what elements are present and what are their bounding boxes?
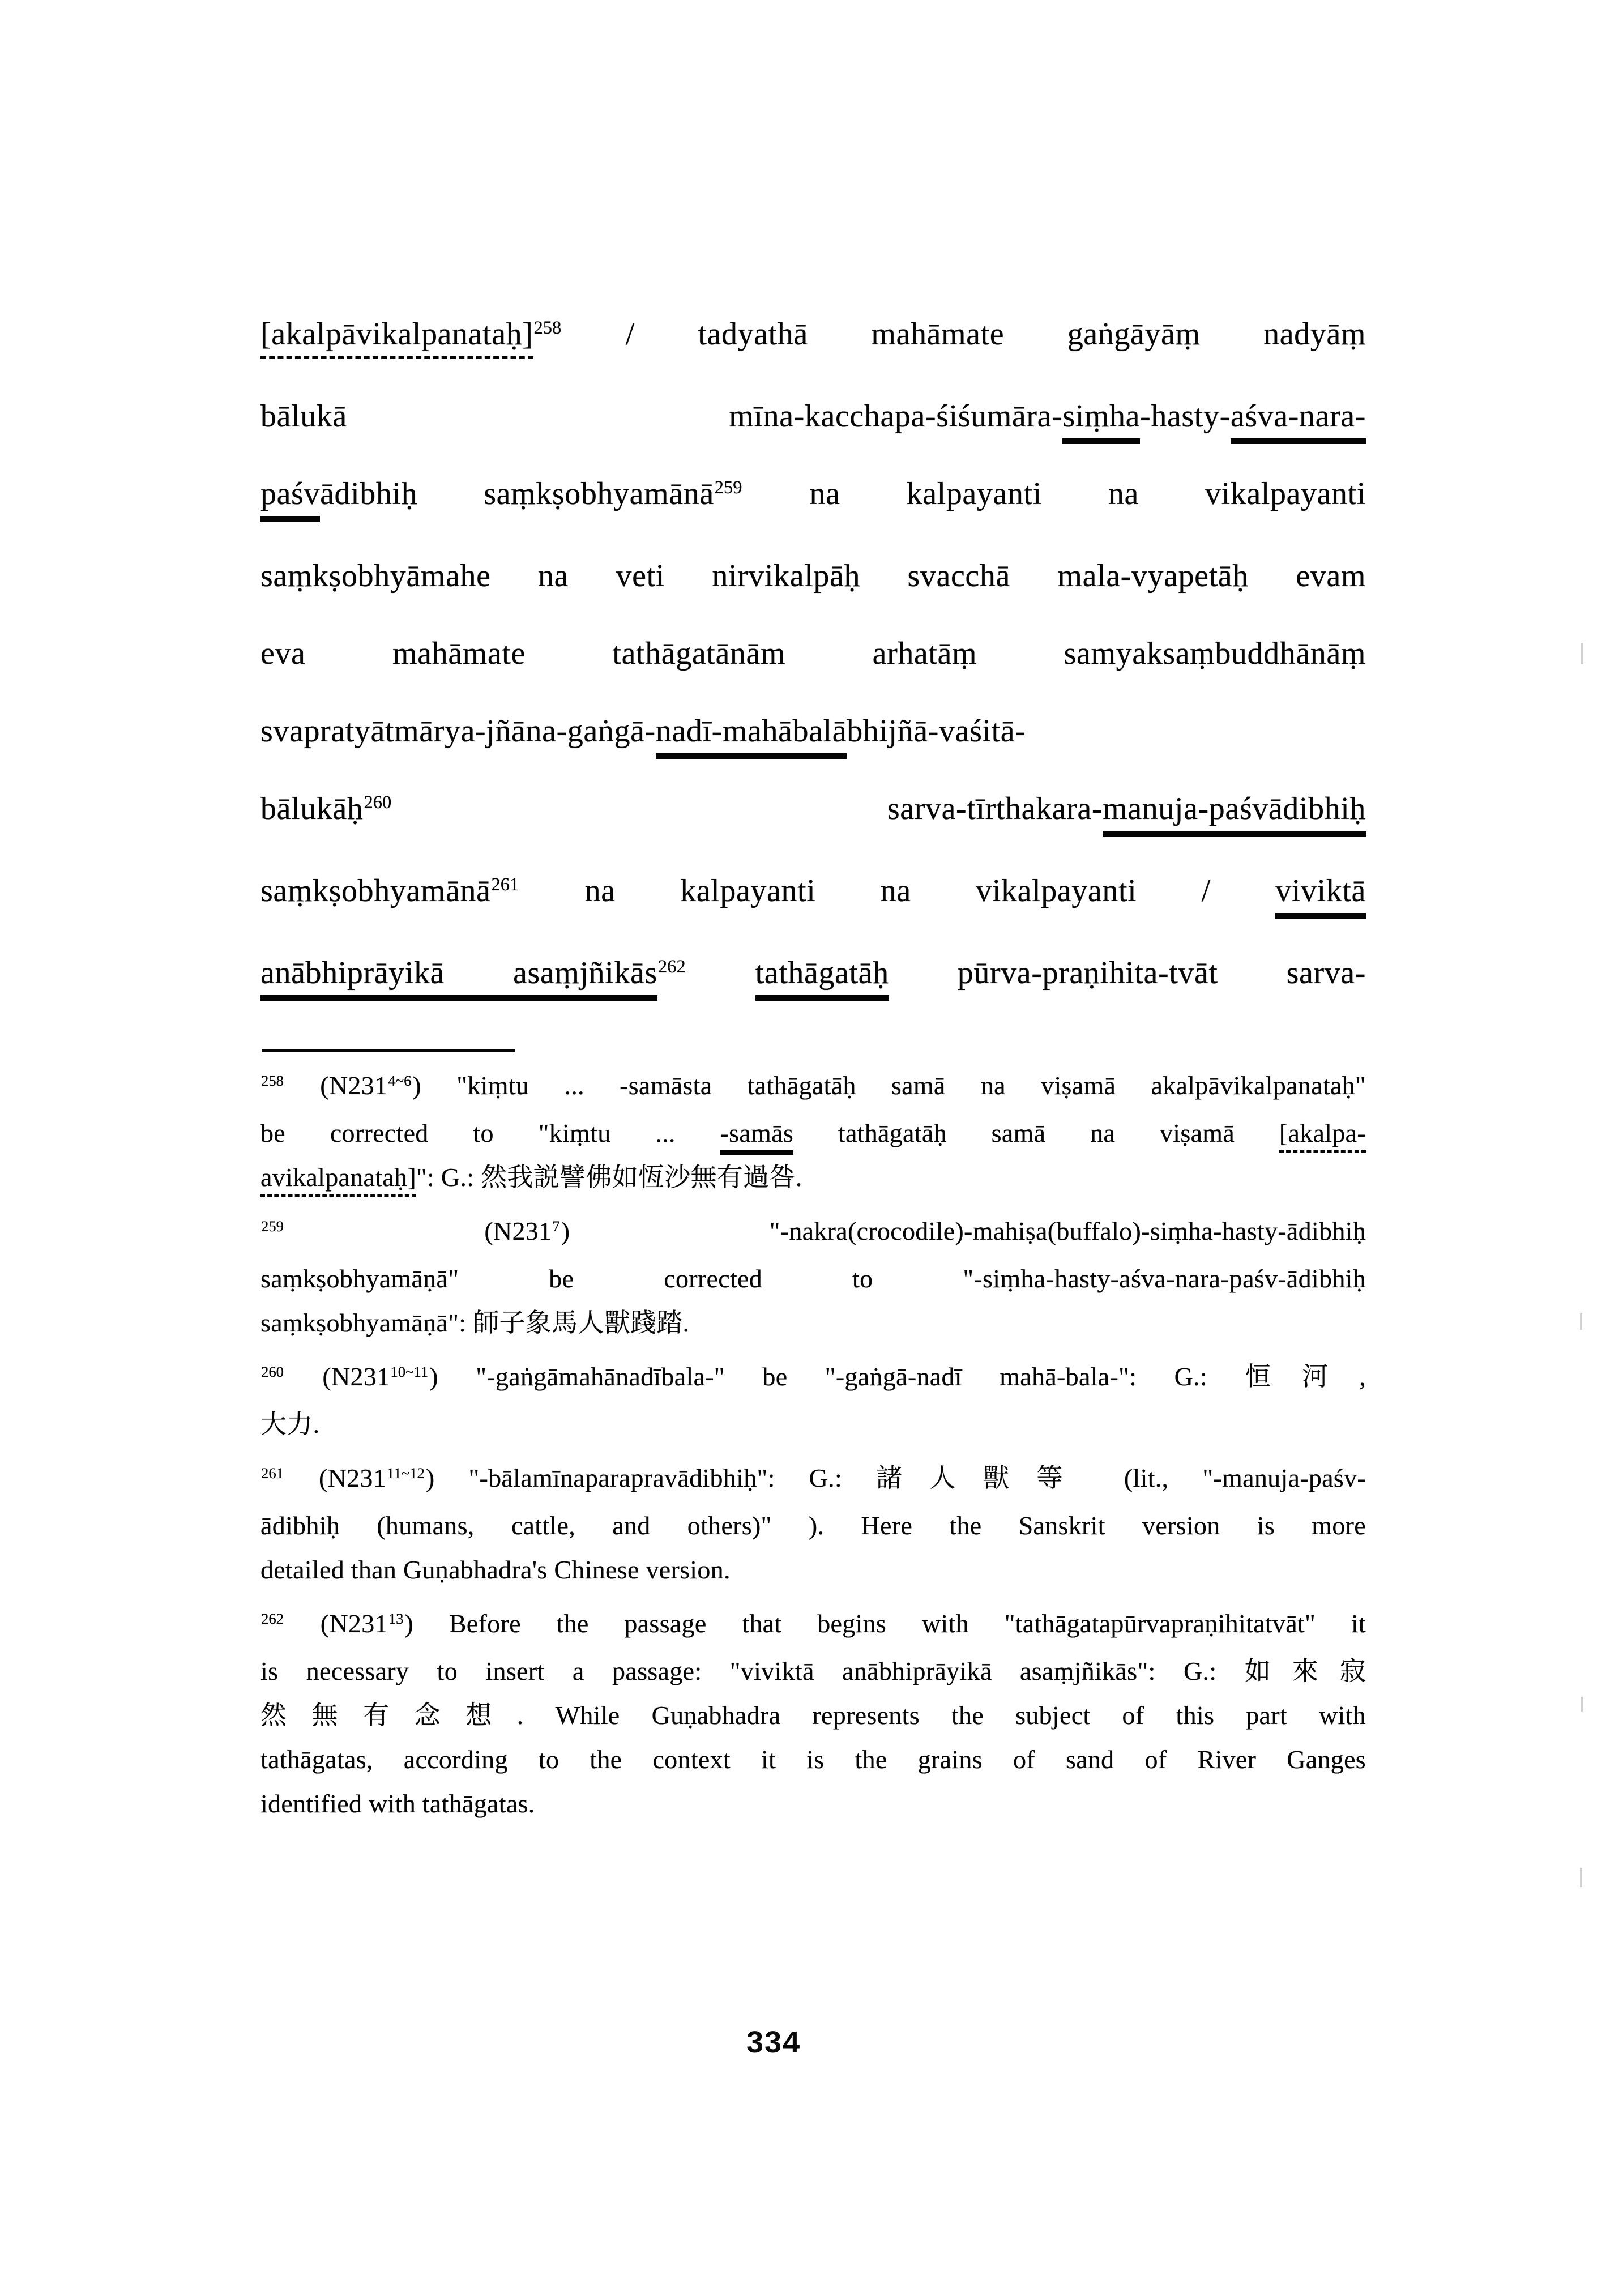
underlined-term: anābhiprāyikā asaṃjñikās <box>260 955 657 1001</box>
chinese-citation: saṃkṣobhyamāṇā": 師子象馬人獸踐踏. <box>260 1308 690 1337</box>
text-segment: bālukā <box>260 399 347 434</box>
text-segment: pūrva-praṇihita-tvāt sarva- <box>889 955 1366 991</box>
footnote-line <box>260 1355 1366 1402</box>
footnote-line <box>260 1111 1366 1155</box>
underlined-term: paśv <box>260 476 320 522</box>
footnote-separator <box>262 1049 515 1052</box>
text-segment: mīna-kacchapa-śiśumāra- <box>729 399 1063 434</box>
footnote-262 <box>260 1602 1366 1826</box>
footnote-line <box>260 1602 1366 1649</box>
text-segment: eva mahāmate tathāgatānām arhatāṃ samyaksaṃbuddhānāṃ <box>260 636 1366 671</box>
compound-word <box>729 378 1366 455</box>
footnote-ref-258: 258 <box>533 318 562 339</box>
footnote-260 <box>260 1355 1366 1446</box>
source-ref: (N231 <box>285 1217 552 1245</box>
body-line-9 <box>260 934 1366 1017</box>
footnote-line <box>260 1504 1366 1548</box>
text-segment: bālukāḥ <box>260 791 364 826</box>
text-segment: -hasty- <box>1140 399 1231 434</box>
footnote-259 <box>260 1209 1366 1345</box>
bracketed-term: [akalpa- <box>1279 1119 1366 1153</box>
footnote-261 <box>260 1456 1366 1592</box>
bracketed-term: avikalpanataḥ] <box>260 1163 416 1197</box>
word-with-ref <box>260 770 392 852</box>
text-segment: ) "-gaṅgāmahānadībala-" be "-gaṅgā-nadī mahā-bala-": G.: 恒河, <box>429 1362 1366 1391</box>
chinese-citation: 然無有念想. While Guṇabhadra represents the subject of this part with <box>260 1701 1366 1730</box>
source-ref: (N231 <box>285 1609 388 1638</box>
body-line-3 <box>260 455 1366 537</box>
body-line-2 <box>260 378 1366 455</box>
source-ref: (N231 <box>285 1362 390 1391</box>
footnote-ref-261: 261 <box>491 874 519 895</box>
footnote-line <box>260 1456 1366 1504</box>
text-segment: ādibhiḥ saṃkṣobhyamānā <box>320 476 714 511</box>
footnote-ref-259: 259 <box>714 477 742 498</box>
footnote-line <box>260 1209 1366 1257</box>
scan-artifact <box>1581 643 1583 664</box>
footnote-number: 259 <box>261 1217 284 1235</box>
source-ref-lines: 7 <box>552 1217 560 1235</box>
source-ref-lines: 11~12 <box>387 1464 425 1482</box>
footnote-line <box>260 1782 1366 1826</box>
underlined-term: tathāgatāḥ <box>755 955 889 1001</box>
footnote-line <box>260 1649 1366 1693</box>
source-ref: (N231 <box>285 1071 388 1100</box>
underlined-term: -samās <box>720 1119 794 1155</box>
body-line-4 <box>260 537 1366 615</box>
text-segment: / tadyathā mahāmate gaṅgāyāṃ nadyāṃ <box>562 317 1366 352</box>
text-segment: ) "-nakra(crocodile)-mahiṣa(buffalo)-siṃha-hasty-ādibhiḥ <box>561 1217 1366 1245</box>
text-segment: is necessary to insert a passage: "viviktā anābhiprāyikā asaṃjñikās": G.: 如來寂 <box>260 1657 1366 1685</box>
underlined-term: siṃha <box>1062 399 1140 444</box>
text-segment: na kalpayanti na vikalpayanti / <box>520 873 1276 908</box>
scan-artifact <box>1580 1313 1582 1330</box>
footnote-line <box>260 1548 1366 1592</box>
text-segment: tathāgatas, according to the context it is the grains of sand of River Ganges <box>260 1745 1366 1774</box>
text-segment: saṃkṣobhyamānā <box>260 873 491 908</box>
chinese-citation: 大力. <box>260 1410 320 1439</box>
footnote-line <box>260 1402 1366 1446</box>
footnote-number: 258 <box>261 1072 284 1089</box>
text-segment: na kalpayanti na vikalpayanti <box>743 476 1366 511</box>
compound-word <box>887 770 1366 852</box>
text-segment: ādibhiḥ (humans, cattle, and others)" ). Here the Sanskrit version is more <box>260 1511 1366 1540</box>
text-segment: identified with tathāgatas. <box>260 1789 535 1818</box>
body-line-6 <box>260 693 1366 770</box>
text-segment: ) "kiṃtu ... -samāsta tathāgatāḥ samā na viṣamā akalpāvikalpanataḥ" <box>412 1071 1366 1100</box>
body-line-5 <box>260 615 1366 693</box>
body-line-8 <box>260 852 1366 934</box>
footnote-ref-262: 262 <box>657 957 686 978</box>
footnote-number: 261 <box>261 1464 284 1482</box>
footnote-ref-260: 260 <box>364 792 392 813</box>
text-segment: tathāgatāḥ samā na viṣamā <box>793 1119 1279 1147</box>
text-segment: svapratyātmārya-jñāna-gaṅgā- <box>260 714 656 749</box>
bracketed-term: [akalpāvikalpanataḥ] <box>260 317 533 359</box>
source-ref: (N231 <box>285 1463 387 1492</box>
footnote-line <box>260 1064 1366 1111</box>
footnote-line <box>260 1257 1366 1301</box>
footnote-line <box>260 1155 1366 1200</box>
page-number: 334 <box>746 2025 801 2059</box>
scan-artifact <box>1580 1868 1582 1887</box>
text-segment: sarva-tīrthakara- <box>887 791 1103 826</box>
text-segment: saṃkṣobhyāmahe na veti nirvikalpāḥ svacchā mala-vyapetāḥ evam <box>260 558 1366 594</box>
text-segment: ) "-bālamīnaparapravādibhiḥ": G.: 諸人獸等 (lit., "-manuja-paśv- <box>425 1463 1366 1492</box>
source-ref-lines: 13 <box>388 1610 404 1627</box>
source-ref-lines: 4~6 <box>388 1072 412 1089</box>
underlined-term: aśva-nara- <box>1231 399 1366 444</box>
underlined-term: nadī-mahābalā <box>656 714 847 759</box>
footnotes-block <box>260 1064 1366 1836</box>
body-line-1 <box>260 296 1366 378</box>
footnote-number: 262 <box>261 1610 284 1627</box>
text-segment: saṃkṣobhyamāṇā" be corrected to "-siṃha-hasty-aśva-nara-paśv-ādibhiḥ <box>260 1264 1366 1293</box>
body-text-block <box>260 296 1366 1017</box>
text-segment <box>687 955 755 991</box>
body-line-7 <box>260 770 1366 852</box>
footnote-258 <box>260 1064 1366 1200</box>
scan-artifact <box>1581 1697 1583 1712</box>
text-segment: detailed than Guṇabhadra's Chinese version. <box>260 1555 731 1584</box>
footnote-line <box>260 1693 1366 1738</box>
footnote-number: 260 <box>261 1363 284 1380</box>
underlined-term: manuja-paśvādibhiḥ <box>1103 791 1366 837</box>
text-segment: ) Before the passage that begins with "tathāgatapūrvapraṇihitatvāt" it <box>404 1609 1366 1638</box>
underlined-term: viviktā <box>1275 873 1366 919</box>
source-ref-lines: 10~11 <box>390 1363 429 1380</box>
text-segment: be corrected to "kiṃtu ... <box>260 1119 720 1147</box>
text-segment: bhijñā-vaśitā- <box>847 714 1026 749</box>
footnote-line <box>260 1301 1366 1345</box>
chinese-citation: ": G.: 然我説譬佛如恆沙無有過咎. <box>416 1163 802 1192</box>
footnote-line <box>260 1738 1366 1782</box>
